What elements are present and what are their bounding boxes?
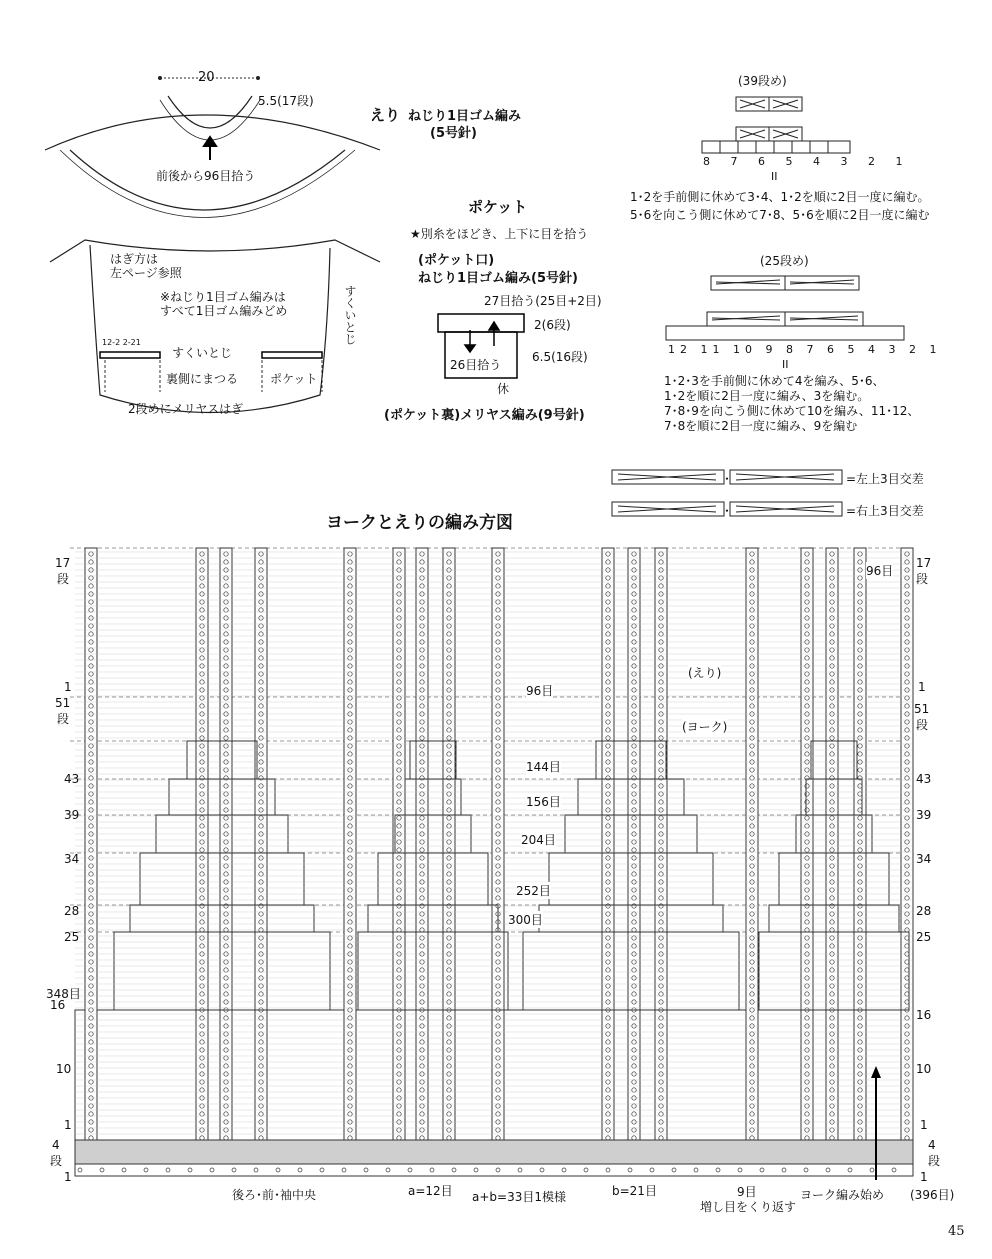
pickup-arrow [204,137,216,160]
neck-depth-label: 5.5(17段) [258,94,314,108]
count-204: 204目 [521,833,556,847]
bottom-ab-label: a+b=33目1模様 [472,1190,566,1204]
neckband-needle: (5号針) [430,126,477,141]
right-row-1: 1 [918,680,926,694]
pocket-marks: 12-2 2-21 [102,338,141,347]
bottom-start-label: ヨーク編み始め [800,1188,885,1202]
cable-chart-39 [702,97,850,153]
left-row-dan-1: 段 [57,572,70,586]
yoke-knitting-chart [70,548,913,1180]
bottom-nine-label: 9目 [737,1185,757,1199]
left-row-17: 17 [55,556,71,570]
pocket-lining-pickup: 26目拾う [450,358,502,372]
left-row-1b: 1 [64,1118,72,1132]
left-row-10: 10 [56,1062,72,1076]
right-row-39: 39 [916,808,932,822]
count-156: 156目 [526,795,561,809]
left-row-43: 43 [64,772,80,786]
pocket-opening-pickup: 27目拾う(25目+2目) [484,294,602,308]
left-row-39: 39 [64,808,80,822]
count-96: 96目 [526,684,554,698]
body-pocket-label: ポケット [270,372,318,386]
chart-title: ヨークとえりの編み方図 [326,513,513,533]
area-yoke: (ヨーク) [682,720,728,734]
right-row-1c: 1 [920,1170,928,1184]
bottom-total-label: (396目) [910,1188,955,1202]
right-row-25: 25 [916,930,932,944]
legend-dot-2: ･ [724,504,731,518]
right-row-dan-1: 段 [916,572,929,586]
neckband-title: えり [370,106,401,124]
count-252: 252目 [516,884,551,898]
left-row-4: 4 [52,1138,60,1152]
page-number: 45 [948,1224,965,1239]
cable-chart-25 [666,276,904,340]
right-row-17: 17 [916,556,932,570]
cable25-label: (25段め) [760,254,809,268]
slip-seam-label: すくいとじ [172,346,233,360]
pocket-note: ★別糸をほどき、上下に目を拾う [410,227,589,241]
right-row-34: 34 [916,852,932,866]
count-144: 144目 [526,760,561,774]
left-row-28: 28 [64,904,80,918]
left-row-1: 1 [64,680,72,694]
left-row-dan-2: 段 [57,712,70,726]
back-sew-label: 裏側にまつる [166,372,239,386]
cable39-text: 1･2を手前側に休めて3･4、1･2を順に2目一度に編む。 5･6を向こう側に休めて7･8、5･6を順に2目一度に編む [630,190,930,222]
legend-right-cross: =右上3目交差 [846,504,924,518]
count-96-top: 96目 [866,564,894,578]
left-row-1c: 1 [64,1170,72,1184]
cable39-label: (39段め) [738,74,787,88]
left-row-16: 16 [50,998,66,1012]
area-collar: (えり) [688,666,722,680]
left-row-51: 51 [55,696,71,710]
pocket-rest-label: 休 [497,382,510,396]
bottom-center-label: 後ろ･前･袖中央 [232,1188,317,1202]
pocket-opening-stitch: ねじり1目ゴム編み(5号針) [418,271,578,286]
join-note: はぎ方は 左ページ参照 [110,252,182,280]
pocket-opening-depth: 2(6段) [534,318,571,332]
pocket-title: ポケット [468,198,528,216]
side-seam-label: すくいとじ [343,285,357,345]
right-row-4: 4 [928,1138,936,1152]
cable25-equals: II [782,358,789,371]
neck-width-label: 20 [198,70,215,85]
left-row-34: 34 [64,852,80,866]
graft-label: 2段めにメリヤスはぎ [128,402,244,416]
right-row-16: 16 [916,1008,932,1022]
bindoff-note: ※ねじり1目ゴム編みは すべて1目ゴム編みどめ [160,290,288,318]
count-300: 300目 [508,913,543,927]
neck-pickup-label: 前後から96目拾う [156,169,256,183]
bottom-repeat-label: 増し目をくり返す [700,1200,797,1214]
cable25-numbers: 12 11 10 9 8 7 6 5 4 3 2 1 [668,343,942,356]
right-row-10: 10 [916,1062,932,1076]
left-row-25: 25 [64,930,80,944]
pocket-lining-title: (ポケット裏)メリヤス編み(9号針) [384,408,585,423]
legend-dot-1: ･ [724,472,731,486]
right-row-dan-3: 段 [928,1154,941,1168]
neckband-stitch: ねじり1目ゴム編み [408,109,522,124]
right-row-dan-2: 段 [916,718,929,732]
bottom-a-label: a=12目 [408,1184,453,1198]
right-row-51: 51 [914,702,930,716]
left-row-dan-3: 段 [50,1154,63,1168]
pocket-opening-title: (ポケット口) [418,253,495,268]
left-sts-348: 348目 [46,987,81,1001]
cable39-numbers: 8 7 6 5 4 3 2 1 [703,155,911,168]
cable39-equals: II [771,170,778,183]
right-row-43: 43 [916,772,932,786]
right-row-1b: 1 [920,1118,928,1132]
legend-left-cross: =左上3目交差 [846,472,924,486]
cable25-text: 1･2･3を手前側に休めて4を編み、5･6、 1･2を順に2目一度に編み、3を編む。 7･8･9を向こう側に休めて10を編み、11･12、 7･8を順に2目一度に編み、9を編む [664,374,920,433]
bottom-b-label: b=21目 [612,1184,657,1198]
pocket-lining-depth: 6.5(16段) [532,350,588,364]
right-row-28: 28 [916,904,932,918]
